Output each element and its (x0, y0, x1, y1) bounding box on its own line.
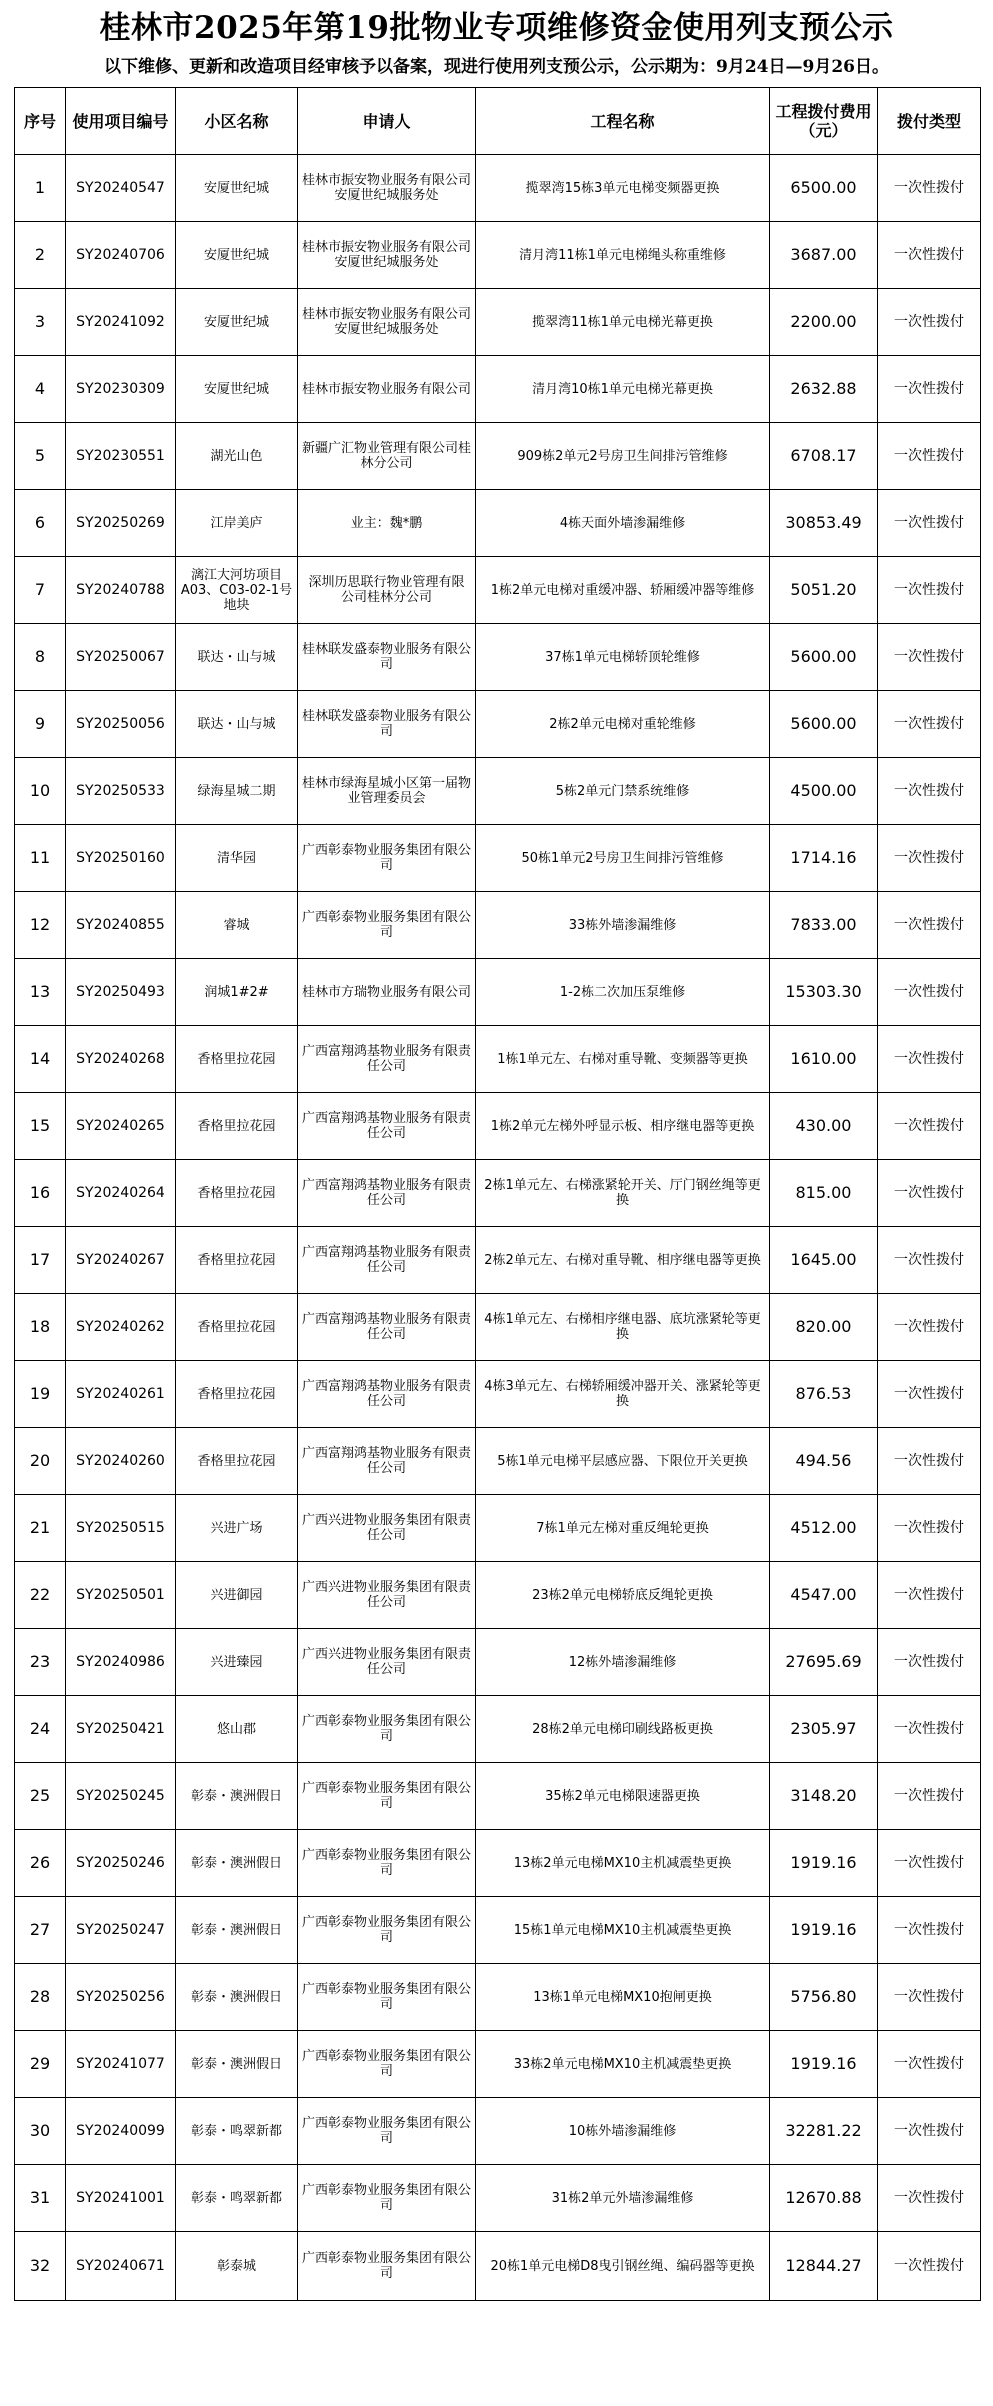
table-row (15, 892, 981, 959)
cell-project-code: SY20240099 (66, 2098, 176, 2165)
cell-payment-type: 一次性拨付 (878, 758, 981, 825)
cell-index: 27 (15, 1897, 66, 1964)
cell-community: 香格里拉花园 (176, 1361, 298, 1428)
cell-index: 26 (15, 1830, 66, 1897)
table-row (15, 1830, 981, 1897)
cell-applicant: 广西富翔鸿基物业服务有限责任公司 (298, 1294, 476, 1361)
cell-project-code: SY20250245 (66, 1763, 176, 1830)
cell-project-name: 10栋外墙渗漏维修 (476, 2098, 770, 2165)
cell-payment-type: 一次性拨付 (878, 691, 981, 758)
cell-index: 21 (15, 1495, 66, 1562)
cell-project-name: 35栋2单元电梯限速器更换 (476, 1763, 770, 1830)
cell-project-code: SY20230309 (66, 356, 176, 423)
cell-community: 联达・山与城 (176, 624, 298, 691)
cell-payment-type: 一次性拨付 (878, 2031, 981, 2098)
cell-index: 30 (15, 2098, 66, 2165)
cell-payment-type: 一次性拨付 (878, 1964, 981, 2031)
table-row (15, 959, 981, 1026)
cell-applicant: 广西富翔鸿基物业服务有限责任公司 (298, 1227, 476, 1294)
cell-community: 彰泰・鸣翠新都 (176, 2165, 298, 2232)
cell-index: 11 (15, 825, 66, 892)
cell-amount: 1919.16 (770, 1830, 878, 1897)
cell-payment-type: 一次性拨付 (878, 490, 981, 557)
cell-payment-type: 一次性拨付 (878, 1897, 981, 1964)
cell-applicant: 广西彰泰物业服务集团有限公司 (298, 1763, 476, 1830)
cell-project-code: SY20250533 (66, 758, 176, 825)
cell-project-name: 33栋外墙渗漏维修 (476, 892, 770, 959)
cell-index: 23 (15, 1629, 66, 1696)
cell-payment-type: 一次性拨付 (878, 1428, 981, 1495)
cell-community: 彰泰・澳洲假日 (176, 1830, 298, 1897)
header-applicant: 申请人 (298, 88, 476, 155)
cell-community: 香格里拉花园 (176, 1093, 298, 1160)
table-row (15, 758, 981, 825)
table-row (15, 1964, 981, 2031)
cell-amount: 1714.16 (770, 825, 878, 892)
cell-payment-type: 一次性拨付 (878, 356, 981, 423)
cell-applicant: 桂林市振安物业服务有限公司安厦世纪城服务处 (298, 222, 476, 289)
cell-community: 润城1#2# (176, 959, 298, 1026)
cell-amount: 430.00 (770, 1093, 878, 1160)
cell-amount: 3148.20 (770, 1763, 878, 1830)
table-row (15, 1227, 981, 1294)
cell-index: 9 (15, 691, 66, 758)
header-amount: 工程拨付费用（元） (770, 88, 878, 155)
table-body (15, 155, 981, 2301)
table-row (15, 2098, 981, 2165)
cell-index: 14 (15, 1026, 66, 1093)
cell-payment-type: 一次性拨付 (878, 2165, 981, 2232)
cell-applicant: 广西彰泰物业服务集团有限公司 (298, 892, 476, 959)
cell-amount: 4547.00 (770, 1562, 878, 1629)
cell-project-name: 33栋2单元电梯MX10主机减震垫更换 (476, 2031, 770, 2098)
cell-payment-type: 一次性拨付 (878, 1696, 981, 1763)
cell-project-code: SY20240261 (66, 1361, 176, 1428)
cell-project-code: SY20250067 (66, 624, 176, 691)
cell-applicant: 桂林市振安物业服务有限公司 (298, 356, 476, 423)
cell-applicant: 广西富翔鸿基物业服务有限责任公司 (298, 1093, 476, 1160)
cell-community: 江岸美庐 (176, 490, 298, 557)
cell-payment-type: 一次性拨付 (878, 1227, 981, 1294)
cell-project-code: SY20250246 (66, 1830, 176, 1897)
cell-project-name: 1栋2单元左梯外呼显示板、相序继电器等更换 (476, 1093, 770, 1160)
cell-applicant: 广西兴进物业服务集团有限责任公司 (298, 1495, 476, 1562)
cell-project-code: SY20250247 (66, 1897, 176, 1964)
cell-project-name: 15栋1单元电梯MX10主机减震垫更换 (476, 1897, 770, 1964)
cell-amount: 12844.27 (770, 2232, 878, 2301)
fund-usage-table (14, 87, 981, 2301)
cell-amount: 30853.49 (770, 490, 878, 557)
cell-project-name: 1-2栋二次加压泵维修 (476, 959, 770, 1026)
cell-payment-type: 一次性拨付 (878, 289, 981, 356)
cell-project-code: SY20250501 (66, 1562, 176, 1629)
cell-amount: 1919.16 (770, 1897, 878, 1964)
header-index: 序号 (15, 88, 66, 155)
cell-community: 香格里拉花园 (176, 1160, 298, 1227)
cell-project-code: SY20240788 (66, 557, 176, 624)
cell-payment-type: 一次性拨付 (878, 624, 981, 691)
cell-applicant: 广西彰泰物业服务集团有限公司 (298, 825, 476, 892)
cell-index: 19 (15, 1361, 66, 1428)
cell-project-name: 1栋2单元电梯对重缓冲器、轿厢缓冲器等维修 (476, 557, 770, 624)
table-header-row (15, 88, 981, 155)
cell-project-code: SY20230551 (66, 423, 176, 490)
cell-project-code: SY20240706 (66, 222, 176, 289)
cell-amount: 1919.16 (770, 2031, 878, 2098)
header-code: 使用项目编号 (66, 88, 176, 155)
cell-index: 25 (15, 1763, 66, 1830)
table-row (15, 1629, 981, 1696)
cell-index: 17 (15, 1227, 66, 1294)
cell-amount: 5600.00 (770, 691, 878, 758)
table-row (15, 1361, 981, 1428)
table-row (15, 1562, 981, 1629)
cell-payment-type: 一次性拨付 (878, 423, 981, 490)
cell-index: 28 (15, 1964, 66, 2031)
cell-community: 安厦世纪城 (176, 289, 298, 356)
cell-payment-type: 一次性拨付 (878, 1093, 981, 1160)
cell-amount: 6708.17 (770, 423, 878, 490)
cell-project-name: 2栋2单元电梯对重轮维修 (476, 691, 770, 758)
cell-applicant: 桂林市振安物业服务有限公司安厦世纪城服务处 (298, 289, 476, 356)
cell-applicant: 桂林市振安物业服务有限公司安厦世纪城服务处 (298, 155, 476, 222)
cell-community: 香格里拉花园 (176, 1294, 298, 1361)
cell-amount: 2632.88 (770, 356, 878, 423)
cell-payment-type: 一次性拨付 (878, 1160, 981, 1227)
cell-project-code: SY20240547 (66, 155, 176, 222)
cell-index: 32 (15, 2232, 66, 2301)
table-row (15, 1495, 981, 1562)
cell-index: 10 (15, 758, 66, 825)
cell-community: 彰泰・澳洲假日 (176, 1964, 298, 2031)
cell-payment-type: 一次性拨付 (878, 1763, 981, 1830)
cell-community: 彰泰・澳洲假日 (176, 2031, 298, 2098)
cell-amount: 4512.00 (770, 1495, 878, 1562)
cell-payment-type: 一次性拨付 (878, 1026, 981, 1093)
cell-community: 彰泰城 (176, 2232, 298, 2301)
cell-project-name: 5栋2单元门禁系统维修 (476, 758, 770, 825)
cell-community: 安厦世纪城 (176, 222, 298, 289)
cell-applicant: 广西富翔鸿基物业服务有限责任公司 (298, 1026, 476, 1093)
cell-project-name: 909栋2单元2号房卫生间排污管维修 (476, 423, 770, 490)
table-row (15, 222, 981, 289)
cell-project-name: 清月湾10栋1单元电梯光幕更换 (476, 356, 770, 423)
table-row (15, 691, 981, 758)
cell-payment-type: 一次性拨付 (878, 1629, 981, 1696)
cell-applicant: 广西彰泰物业服务集团有限公司 (298, 2232, 476, 2301)
cell-community: 彰泰・澳洲假日 (176, 1897, 298, 1964)
cell-amount: 494.56 (770, 1428, 878, 1495)
cell-project-code: SY20241001 (66, 2165, 176, 2232)
cell-project-code: SY20240265 (66, 1093, 176, 1160)
cell-applicant: 广西富翔鸿基物业服务有限责任公司 (298, 1361, 476, 1428)
cell-amount: 6500.00 (770, 155, 878, 222)
cell-payment-type: 一次性拨付 (878, 959, 981, 1026)
cell-amount: 7833.00 (770, 892, 878, 959)
cell-project-code: SY20240260 (66, 1428, 176, 1495)
cell-index: 22 (15, 1562, 66, 1629)
cell-amount: 2200.00 (770, 289, 878, 356)
cell-applicant: 桂林联发盛泰物业服务有限公司 (298, 691, 476, 758)
table-row (15, 1093, 981, 1160)
cell-project-code: SY20250493 (66, 959, 176, 1026)
table-row (15, 1696, 981, 1763)
cell-payment-type: 一次性拨付 (878, 892, 981, 959)
cell-applicant: 广西富翔鸿基物业服务有限责任公司 (298, 1160, 476, 1227)
table-row (15, 1897, 981, 1964)
cell-project-name: 13栋2单元电梯MX10主机减震垫更换 (476, 1830, 770, 1897)
cell-community: 睿城 (176, 892, 298, 959)
table-row (15, 2232, 981, 2301)
cell-payment-type: 一次性拨付 (878, 2098, 981, 2165)
cell-project-name: 1栋1单元左、右梯对重导靴、变频器等更换 (476, 1026, 770, 1093)
cell-project-code: SY20240671 (66, 2232, 176, 2301)
cell-project-name: 23栋2单元电梯轿底反绳轮更换 (476, 1562, 770, 1629)
cell-amount: 876.53 (770, 1361, 878, 1428)
cell-applicant: 广西彰泰物业服务集团有限公司 (298, 2031, 476, 2098)
cell-community: 清华园 (176, 825, 298, 892)
cell-community: 湖光山色 (176, 423, 298, 490)
cell-amount: 3687.00 (770, 222, 878, 289)
table-row (15, 1160, 981, 1227)
cell-payment-type: 一次性拨付 (878, 1830, 981, 1897)
cell-index: 5 (15, 423, 66, 490)
cell-index: 3 (15, 289, 66, 356)
cell-index: 18 (15, 1294, 66, 1361)
cell-project-name: 37栋1单元电梯轿顶轮维修 (476, 624, 770, 691)
table-row (15, 356, 981, 423)
cell-amount: 5051.20 (770, 557, 878, 624)
cell-index: 15 (15, 1093, 66, 1160)
cell-community: 兴进御园 (176, 1562, 298, 1629)
cell-project-name: 20栋1单元电梯D8曳引钢丝绳、编码器等更换 (476, 2232, 770, 2301)
table-row (15, 2165, 981, 2232)
table-row (15, 825, 981, 892)
cell-applicant: 广西兴进物业服务集团有限责任公司 (298, 1629, 476, 1696)
cell-project-code: SY20241092 (66, 289, 176, 356)
cell-payment-type: 一次性拨付 (878, 155, 981, 222)
cell-payment-type: 一次性拨付 (878, 1361, 981, 1428)
cell-community: 绿海星城二期 (176, 758, 298, 825)
cell-applicant: 业主：魏*鹏 (298, 490, 476, 557)
cell-applicant: 广西彰泰物业服务集团有限公司 (298, 2165, 476, 2232)
cell-amount: 12670.88 (770, 2165, 878, 2232)
cell-project-name: 50栋1单元2号房卫生间排污管维修 (476, 825, 770, 892)
cell-index: 31 (15, 2165, 66, 2232)
cell-amount: 815.00 (770, 1160, 878, 1227)
cell-community: 漓江大河坊项目A03、C03-02-1号地块 (176, 557, 298, 624)
cell-applicant: 桂林联发盛泰物业服务有限公司 (298, 624, 476, 691)
cell-applicant: 桂林市绿海星城小区第一届物业管理委员会 (298, 758, 476, 825)
table-row (15, 557, 981, 624)
cell-project-name: 揽翠湾11栋1单元电梯光幕更换 (476, 289, 770, 356)
table-row (15, 289, 981, 356)
table-row (15, 2031, 981, 2098)
table-row (15, 423, 981, 490)
cell-index: 2 (15, 222, 66, 289)
cell-amount: 5756.80 (770, 1964, 878, 2031)
cell-community: 安厦世纪城 (176, 155, 298, 222)
header-type: 拨付类型 (878, 88, 981, 155)
cell-project-code: SY20250056 (66, 691, 176, 758)
cell-applicant: 广西兴进物业服务集团有限责任公司 (298, 1562, 476, 1629)
cell-community: 彰泰・澳洲假日 (176, 1763, 298, 1830)
cell-applicant: 广西彰泰物业服务集团有限公司 (298, 2098, 476, 2165)
cell-project-code: SY20250515 (66, 1495, 176, 1562)
cell-index: 20 (15, 1428, 66, 1495)
cell-index: 12 (15, 892, 66, 959)
cell-applicant: 新疆广汇物业管理有限公司桂林分公司 (298, 423, 476, 490)
cell-amount: 820.00 (770, 1294, 878, 1361)
cell-project-name: 2栋1单元左、右梯涨紧轮开关、厅门钢丝绳等更换 (476, 1160, 770, 1227)
cell-amount: 4500.00 (770, 758, 878, 825)
cell-amount: 32281.22 (770, 2098, 878, 2165)
cell-index: 13 (15, 959, 66, 1026)
cell-index: 7 (15, 557, 66, 624)
cell-payment-type: 一次性拨付 (878, 1562, 981, 1629)
cell-applicant: 广西彰泰物业服务集团有限公司 (298, 1696, 476, 1763)
cell-project-name: 28栋2单元电梯印刷线路板更换 (476, 1696, 770, 1763)
cell-index: 8 (15, 624, 66, 691)
cell-applicant: 广西彰泰物业服务集团有限公司 (298, 1897, 476, 1964)
header-community: 小区名称 (176, 88, 298, 155)
cell-project-code: SY20250269 (66, 490, 176, 557)
cell-project-name: 5栋1单元电梯平层感应器、下限位开关更换 (476, 1428, 770, 1495)
cell-project-name: 4栋1单元左、右梯相序继电器、底坑涨紧轮等更换 (476, 1294, 770, 1361)
cell-project-code: SY20240986 (66, 1629, 176, 1696)
cell-project-code: SY20240855 (66, 892, 176, 959)
cell-index: 24 (15, 1696, 66, 1763)
cell-project-name: 13栋1单元电梯MX10抱闸更换 (476, 1964, 770, 2031)
cell-payment-type: 一次性拨付 (878, 825, 981, 892)
cell-project-name: 揽翠湾15栋3单元电梯变频器更换 (476, 155, 770, 222)
cell-amount: 27695.69 (770, 1629, 878, 1696)
cell-project-name: 2栋2单元左、右梯对重导靴、相序继电器等更换 (476, 1227, 770, 1294)
cell-applicant: 深圳历思联行物业管理有限 公司桂林分公司 (298, 557, 476, 624)
cell-amount: 1645.00 (770, 1227, 878, 1294)
cell-project-code: SY20250256 (66, 1964, 176, 2031)
cell-project-code: SY20250160 (66, 825, 176, 892)
cell-community: 兴进臻园 (176, 1629, 298, 1696)
cell-applicant: 广西富翔鸿基物业服务有限责任公司 (298, 1428, 476, 1495)
cell-project-code: SY20250421 (66, 1696, 176, 1763)
cell-payment-type: 一次性拨付 (878, 2232, 981, 2301)
cell-applicant: 广西彰泰物业服务集团有限公司 (298, 1830, 476, 1897)
cell-applicant: 广西彰泰物业服务集团有限公司 (298, 1964, 476, 2031)
cell-payment-type: 一次性拨付 (878, 222, 981, 289)
cell-project-code: SY20240267 (66, 1227, 176, 1294)
cell-payment-type: 一次性拨付 (878, 1495, 981, 1562)
table-row (15, 1763, 981, 1830)
cell-applicant: 桂林市方瑞物业服务有限公司 (298, 959, 476, 1026)
cell-index: 16 (15, 1160, 66, 1227)
cell-community: 联达・山与城 (176, 691, 298, 758)
cell-community: 彰泰・鸣翠新都 (176, 2098, 298, 2165)
cell-payment-type: 一次性拨付 (878, 557, 981, 624)
table-row (15, 1026, 981, 1093)
cell-project-name: 31栋2单元外墙渗漏维修 (476, 2165, 770, 2232)
cell-community: 香格里拉花园 (176, 1026, 298, 1093)
table-row (15, 1428, 981, 1495)
cell-amount: 15303.30 (770, 959, 878, 1026)
cell-amount: 1610.00 (770, 1026, 878, 1093)
cell-index: 1 (15, 155, 66, 222)
cell-community: 兴进广场 (176, 1495, 298, 1562)
cell-community: 香格里拉花园 (176, 1428, 298, 1495)
table-row (15, 624, 981, 691)
page-subtitle: 以下维修、更新和改造项目经审核予以备案，现进行使用列支预公示，公示期为：9月24日—9月26日。 (104, 57, 889, 77)
header-project: 工程名称 (476, 88, 770, 155)
cell-project-code: SY20240264 (66, 1160, 176, 1227)
cell-community: 香格里拉花园 (176, 1227, 298, 1294)
cell-project-name: 4栋天面外墙渗漏维修 (476, 490, 770, 557)
cell-project-code: SY20240268 (66, 1026, 176, 1093)
cell-community: 悠山郡 (176, 1696, 298, 1763)
cell-index: 6 (15, 490, 66, 557)
cell-payment-type: 一次性拨付 (878, 1294, 981, 1361)
table-row (15, 490, 981, 557)
cell-project-code: SY20241077 (66, 2031, 176, 2098)
cell-project-name: 4栋3单元左、右梯轿厢缓冲器开关、涨紧轮等更换 (476, 1361, 770, 1428)
cell-index: 4 (15, 356, 66, 423)
cell-index: 29 (15, 2031, 66, 2098)
cell-project-name: 12栋外墙渗漏维修 (476, 1629, 770, 1696)
cell-amount: 5600.00 (770, 624, 878, 691)
cell-project-name: 7栋1单元左梯对重反绳轮更换 (476, 1495, 770, 1562)
table-row (15, 1294, 981, 1361)
cell-amount: 2305.97 (770, 1696, 878, 1763)
table-row (15, 155, 981, 222)
cell-project-name: 清月湾11栋1单元电梯绳头称重维修 (476, 222, 770, 289)
cell-community: 安厦世纪城 (176, 356, 298, 423)
page-title: 桂林市2025年第19批物业专项维修资金使用列支预公示 (99, 10, 894, 46)
cell-project-code: SY20240262 (66, 1294, 176, 1361)
